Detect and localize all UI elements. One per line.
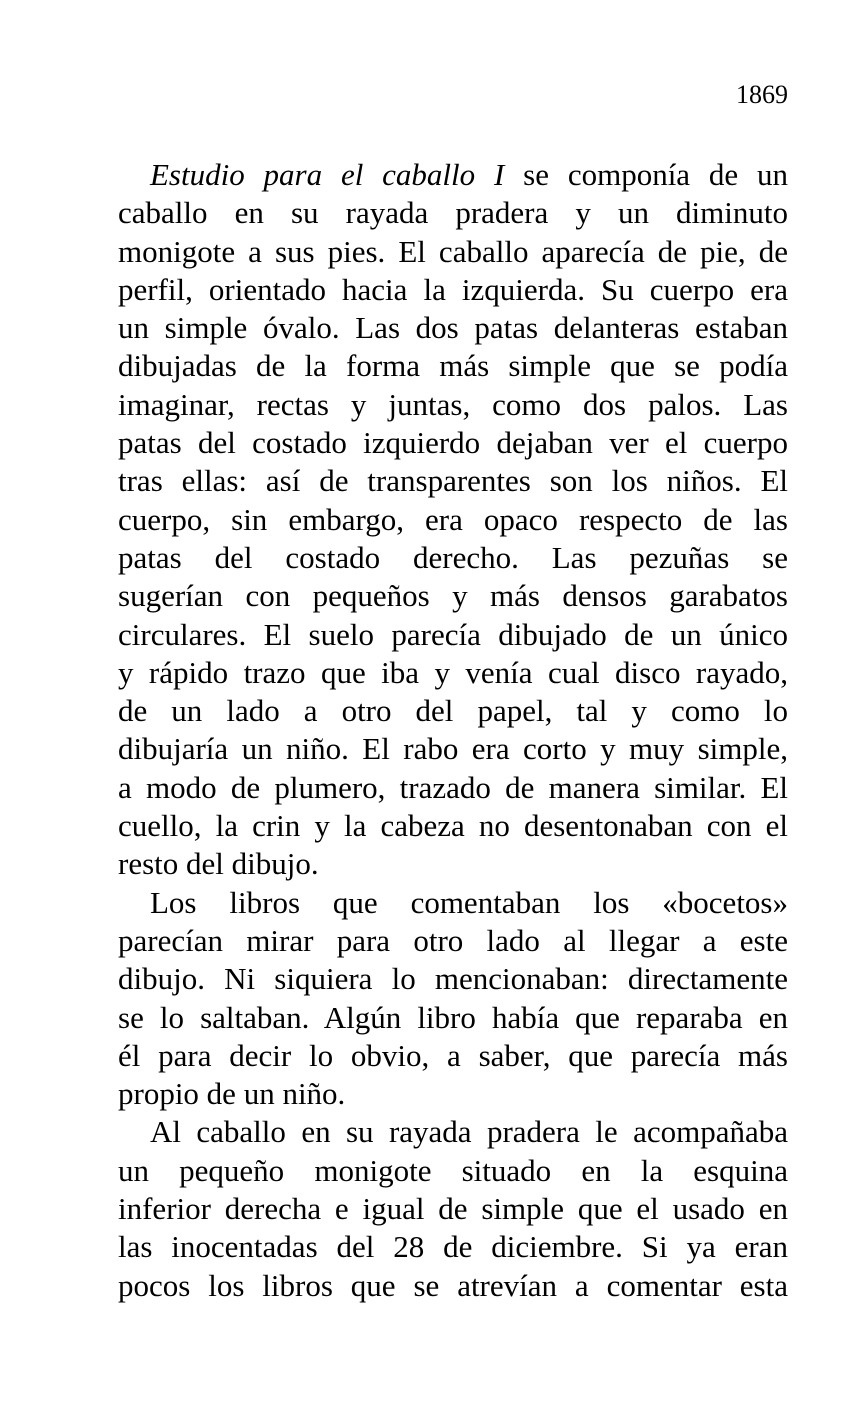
text-line [118,309,788,347]
text-line [118,922,788,960]
page-number: 1869 [736,80,788,109]
text-line [118,577,788,615]
text-segment: Al caballo en su rayada pradera le acompañaba [150,1114,788,1150]
text-segment: pocos los libros que se atrevían a comentar esta [118,1267,788,1303]
text-line [118,156,788,194]
text-line [118,1152,788,1190]
text-line [118,1267,788,1305]
text-segment: caballo en su rayada pradera y un diminuto [118,195,788,231]
text-segment: parecían mirar para otro lado al llegar a este [118,922,788,958]
text-segment: de un lado a otro del papel, tal y como lo [118,693,788,729]
text-segment: Los libros que comentaban los «bocetos» [150,884,788,920]
text-line [118,271,788,309]
text-line [118,539,788,577]
body-text [118,156,788,1305]
text-segment: se lo saltaban. Algún libro había que reparaba en [118,999,788,1035]
text-segment: patas del costado izquierdo dejaban ver el cuerpo [118,425,788,461]
text-segment: dibujaría un niño. El rabo era corto y muy simple, [118,731,788,767]
text-line [118,730,788,768]
text-segment: él para decir lo obvio, a saber, que parecía más [118,1037,788,1073]
text-segment: monigote a sus pies. El caballo aparecía de pie, de [118,233,788,269]
text-line [118,1037,788,1075]
text-line [118,769,788,807]
paragraph [118,884,788,1114]
text-line [118,1228,788,1266]
text-segment: las inocentadas del 28 de diciembre. Si ya eran [118,1229,788,1265]
text-segment: propio de un niño. [118,1076,346,1112]
text-line [118,424,788,462]
text-line [118,616,788,654]
text-line [118,999,788,1037]
paragraph [118,1113,788,1304]
text-segment: circulares. El suelo parecía dibujado de un único [118,616,788,652]
text-line [118,1075,788,1113]
text-segment: y rápido trazo que iba y venía cual disco rayado, [118,654,788,690]
text-segment: imaginar, rectas y juntas, como dos palos. Las [118,386,788,422]
text-segment: sugerían con pequeños y más densos garabatos [118,578,788,614]
text-segment: resto del dibujo. [118,846,319,882]
text-line [118,462,788,500]
text-segment: dibujo. Ni siquiera lo mencionaban: directamente [118,961,788,997]
text-segment: patas del costado derecho. Las pezuñas se [118,539,788,575]
text-segment: cuello, la crin y la cabeza no desentonaban con el [118,808,788,844]
text-segment: inferior derecha e igual de simple que el usado en [118,1191,788,1227]
text-line [118,347,788,385]
text-line [118,960,788,998]
text-line [118,233,788,271]
text-segment: se componía de un [504,157,788,192]
text-line [118,194,788,232]
text-segment: a modo de plumero, trazado de manera similar. El [118,769,788,805]
paragraph [118,156,788,884]
text-line [118,654,788,692]
italic-title: Estudio para el caballo I [150,157,505,192]
text-line [118,807,788,845]
text-segment: tras ellas: así de transparentes son los niños. El [118,463,788,499]
text-line [118,1113,788,1151]
text-line [118,501,788,539]
text-segment: perfil, orientado hacia la izquierda. Su cuerpo era [118,271,788,307]
text-line [118,692,788,730]
text-line [118,386,788,424]
text-segment: un simple óvalo. Las dos patas delanteras estaban [118,310,788,346]
text-segment: cuerpo, sin embargo, era opaco respecto de las [118,501,788,537]
text-line [118,1190,788,1228]
text-segment: un pequeño monigote situado en la esquina [118,1152,788,1188]
text-line [118,845,788,883]
text-line [118,884,788,922]
text-segment: dibujadas de la forma más simple que se podía [118,348,788,384]
